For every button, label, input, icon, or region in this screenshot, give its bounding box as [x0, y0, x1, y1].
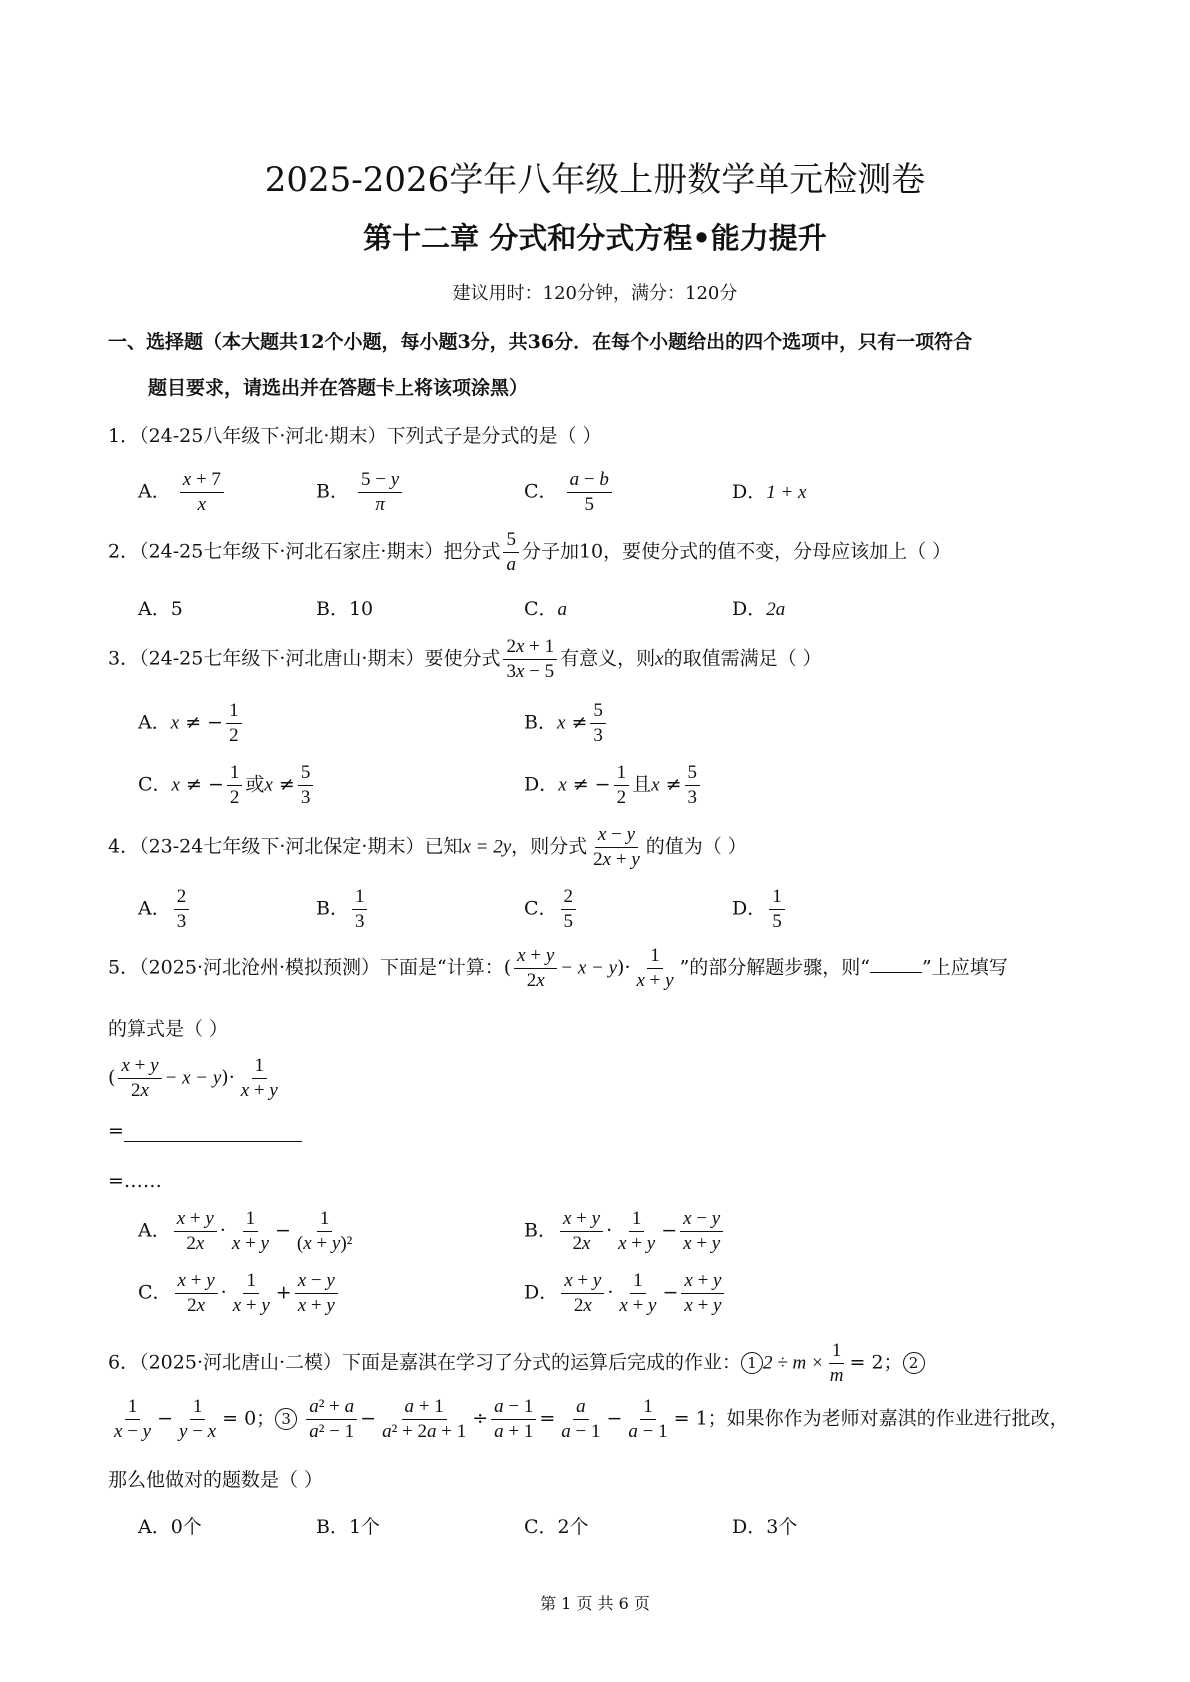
q5-option-c[interactable]: C． $\frac{x + y}{2x}$ · $\frac{1}{x + y}$ + $\frac{x - y}{x + y}$: [138, 1270, 341, 1317]
question-4: 4．（23-24七年级下·河北保定·期末）已知x = 2y，则分式 $\frac{x - y}{2x + y}$ 的值为（ ）: [108, 824, 747, 870]
section-heading-line1: 一、选择题（本大题共12个小题，每小题3分，共36分．在每个小题给出的四个选项中，只有一项符合: [108, 331, 973, 353]
page-footer: 第 1 页 共 6 页: [540, 1594, 650, 1613]
question-5: 5．（2025·河北沧州·模拟预测）下面是“计算：( $\frac{x + y}{2x}$ − x − y)· $\frac{1}{x + y}$ ”的部分解题步骤，则“ ”上应填写: [108, 945, 1008, 991]
q1-option-b[interactable]: B． $\frac{5 - y}{\pi}$: [316, 469, 405, 516]
q4-option-c[interactable]: C． $\frac{2}{5}$: [524, 886, 579, 933]
document-title: 2025-2026学年八年级上册数学单元检测卷: [264, 160, 926, 200]
q5-option-a[interactable]: A． $\frac{x + y}{2x}$ · $\frac{1}{x + y}$ − $\frac{1}{\text{(x + y)²}}$: [138, 1208, 353, 1254]
q3-option-a[interactable]: A．x ≠ − $\frac{1}{2}$: [138, 700, 245, 747]
q1-option-a[interactable]: A． $\frac{x + 7}{x}$: [138, 469, 227, 516]
q3-option-c[interactable]: C．x ≠ − $\frac{1}{2}$ 或x ≠ $\frac{5}{3}$: [138, 762, 316, 809]
q1-option-c[interactable]: C． $\frac{a - b}{5}$: [524, 469, 615, 516]
q4-option-b[interactable]: B． $\frac{1}{3}$: [316, 886, 370, 933]
q5-step-blank: =: [108, 1120, 302, 1142]
q6-option-a[interactable]: A．0个: [138, 1516, 202, 1538]
q2-option-b[interactable]: B．10: [316, 598, 374, 620]
q5-option-b[interactable]: B． $\frac{x + y}{2x}$ · $\frac{1}{x + y}$ − $\frac{x - y}{x + y}$: [524, 1208, 726, 1255]
q2-option-d[interactable]: D．2a: [732, 598, 786, 620]
q6-option-c[interactable]: C．2个: [524, 1516, 589, 1538]
q6-option-d[interactable]: D．3个: [732, 1516, 798, 1538]
q2-option-c[interactable]: C．a: [524, 598, 568, 620]
q6-option-b[interactable]: B．1个: [316, 1516, 381, 1538]
exam-info: 建议用时：120分钟，满分：120分: [452, 283, 738, 304]
chapter-subtitle: 第十二章 分式和分式方程•能力提升: [363, 221, 827, 255]
q5-step-expression: ( $\frac{x + y}{2x}$ − x − y)· $\frac{1}{x + y}$: [108, 1055, 278, 1101]
question-1: 1．（24-25八年级下·河北·期末）下列式子是分式的是（ ）: [108, 425, 602, 447]
q4-option-a[interactable]: A． $\frac{2}{3}$: [138, 886, 192, 933]
question-3: 3．（24-25七年级下·河北唐山·期末）要使分式 $\frac{2x + 1}{3x - 5}$ 有意义，则x的取值需满足（ ）: [108, 636, 822, 682]
q3-option-d[interactable]: D．x ≠ − $\frac{1}{2}$ 且x ≠ $\frac{5}{3}$: [524, 762, 703, 809]
question-5-line2: 的算式是（ ）: [108, 1018, 229, 1040]
q5-option-d[interactable]: D． $\frac{x + y}{2x}$ · $\frac{1}{x + y}$ − $\frac{x + y}{x + y}$: [524, 1270, 727, 1317]
question-6: 6．（2025·河北唐山·二模）下面是嘉淇在学习了分式的运算后完成的作业： 1 2 ÷ m × $\frac{1}{m}$ = 2； 2: [108, 1340, 925, 1387]
q4-option-d[interactable]: D． $\frac{1}{5}$: [732, 886, 788, 933]
question-6-line3: 那么他做对的题数是（ ）: [108, 1469, 324, 1491]
q2-option-a[interactable]: A．5: [138, 598, 183, 620]
section-heading-line2: 题目要求，请选出并在答题卡上将该项涂黑）: [148, 377, 529, 399]
q5-step-ellipsis: =……: [108, 1170, 162, 1192]
question-6-line2: $\frac{1}{x - y}$ − $\frac{1}{y - x}$ = 0； 3 $\frac{\text{a² + a}}{\text{a² − 1}}$ − $\frac{a + 1}{\text{a² + 2a + 1}}$ ÷ $\frac{a - 1}{a + 1}$ = $\frac{a}{a - 1}$ − $\frac{1}{a - 1}$ = 1；如果你作为老师对嘉淇的作业进行批改，: [114, 1396, 1069, 1442]
question-2: 2．（24-25七年级下·河北石家庄·期末）把分式 $\frac{5}{a}$ 分子加10，要使分式的值不变，分母应该加上（ ）: [108, 529, 952, 575]
q3-option-b[interactable]: B．x ≠ $\frac{5}{3}$: [524, 700, 609, 747]
q1-option-d[interactable]: D．1 + x: [732, 481, 807, 503]
